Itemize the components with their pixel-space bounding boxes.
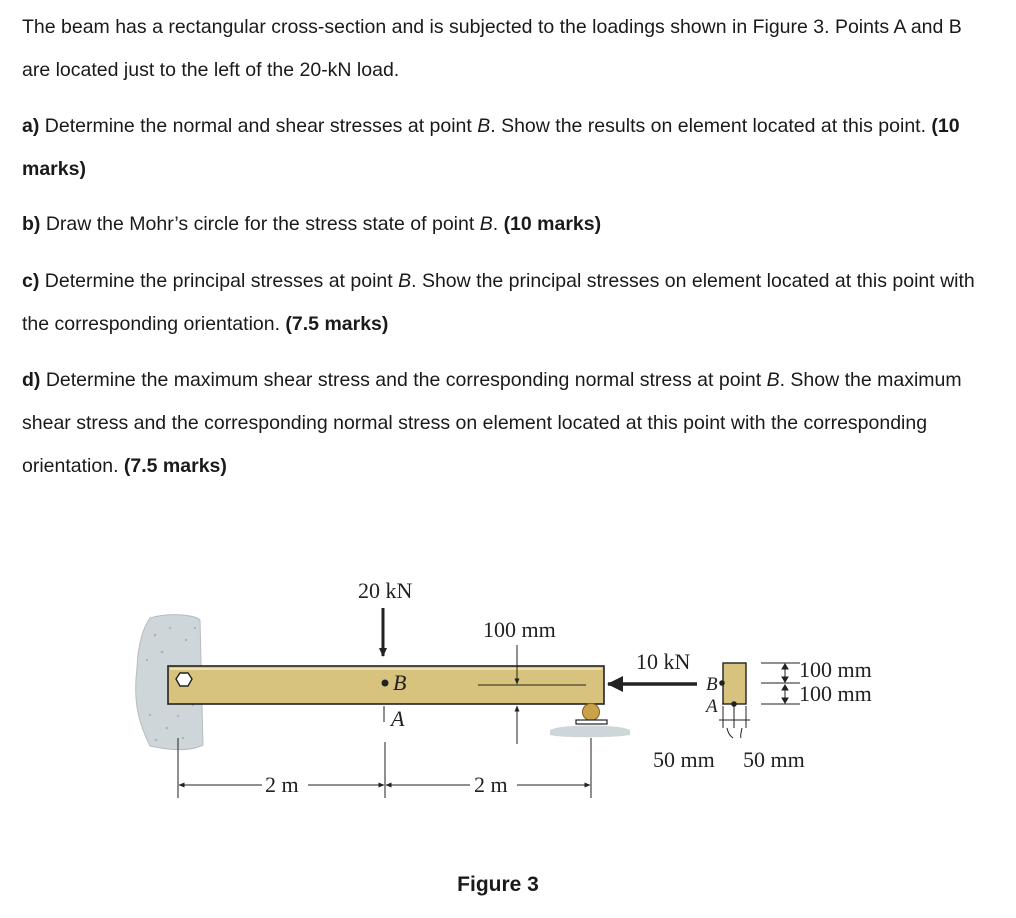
cross-section (723, 663, 746, 704)
span-dimensions (178, 738, 591, 798)
load-10kn-label: 10 kN (636, 649, 691, 674)
part-a-text-2: . Show the results on element located at this point. (490, 115, 932, 137)
point-b-dot (382, 680, 389, 687)
load-20kn-label: 20 kN (358, 578, 413, 603)
cs-width-left-label: 50 mm (653, 747, 715, 772)
cs-height-bottom-label: 100 mm (799, 681, 872, 706)
part-b-marks: (10 marks) (503, 213, 602, 235)
part-a-point: B (477, 115, 491, 137)
cs-point-a-label: A (706, 696, 718, 717)
part-b-text-2: . (492, 213, 504, 235)
cs-width-right-label: 50 mm (743, 747, 805, 772)
cs-height-top-label: 100 mm (799, 657, 872, 682)
beam-100mm-label: 100 mm (483, 617, 556, 642)
part-d-text-1: Determine the maximum shear stress and the corresponding normal stress at point (40, 369, 767, 391)
cs-width-dimensions (719, 706, 750, 738)
part-c-point: B (398, 270, 412, 292)
figure-caption (0, 873, 1016, 897)
part-d (22, 359, 994, 488)
beam-figure (0, 560, 1016, 860)
part-a-letter: a) (22, 115, 40, 137)
roller-support (550, 704, 630, 738)
part-a-marks: (10 marks) (22, 115, 960, 180)
part-d-letter: d) (22, 369, 41, 391)
figure-caption-text: Figure 3 (457, 873, 539, 896)
span-left-label: 2 m (265, 772, 299, 797)
problem-intro: The beam has a rectangular cross-section and is subjected to the loadings shown in Figure 3. Points A and B are located just to the left of the 20-kN load. (22, 16, 962, 81)
part-a (22, 105, 994, 191)
part-c (22, 260, 994, 346)
span-right-label: 2 m (474, 772, 508, 797)
part-b-text-1: Draw the Mohr’s circle for the stress state of point (40, 213, 480, 235)
part-d-text-2: . Show the maximum shear stress and the corresponding normal stress on element located at this point with the corresponding orientation. (22, 369, 962, 477)
part-b-letter: b) (22, 213, 41, 235)
part-c-text-2: . Show the principal stresses on element located at this point with the corresponding orientation. (22, 270, 975, 335)
part-c-text-1: Determine the principal stresses at point (39, 270, 399, 292)
part-d-point: B (766, 369, 780, 391)
part-c-letter: c) (22, 270, 40, 292)
cs-height-dimensions (761, 663, 800, 704)
part-b-point: B (479, 213, 493, 235)
cs-point-b-dot (719, 680, 725, 686)
cs-point-b-label: B (706, 674, 718, 695)
part-d-marks: (7.5 marks) (123, 455, 227, 477)
cs-point-a-dot (731, 701, 737, 707)
part-b (22, 203, 994, 246)
point-a-label: A (391, 706, 405, 731)
bolt-icon (176, 673, 192, 686)
point-b-label: B (393, 670, 407, 695)
part-c-marks: (7.5 marks) (285, 313, 389, 335)
part-a-text-1: Determine the normal and shear stresses at point (39, 115, 478, 137)
